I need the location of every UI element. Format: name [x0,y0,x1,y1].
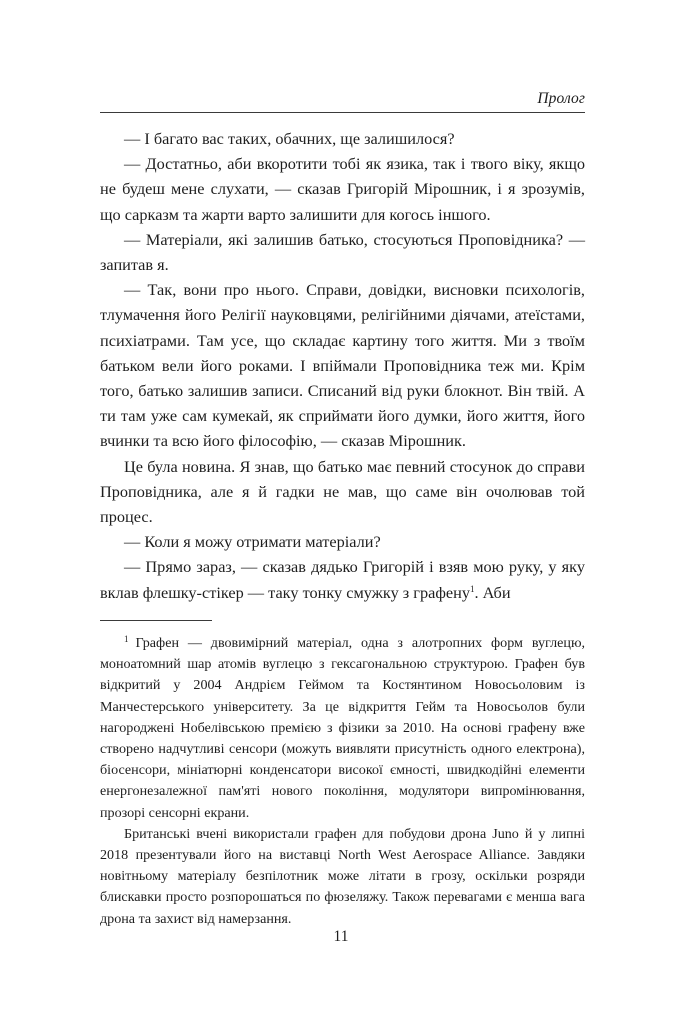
paragraph: — Так, вони про нього. Справи, довідки, висновки психологів, тлумачення його Релігії науковцями, релігійними діячами, атеїстами, психіатрами. Там усе, що складає картину того життя. Ми з твоїм батьком вели його роками. І впіймали Проповідника теж ми. Крім того, батько залишив записи. Списаний від руки блокнот. Він твій. А ти там уже сам кумекай, як сприймати його думки, його життя, його вчинки та всю його філософію, — сказав Мірошник. [100,280,585,451]
paragraph-tail: . Аби [474,582,511,602]
page-header [100,88,585,113]
paragraph: — Коли я можу отримати матеріали? [124,532,381,552]
paragraph: — Матеріали, які залишив батько, стосуються Проповідника? — запитав я. [100,229,585,275]
page-number: 11 [333,928,349,945]
footnote-paragraph: Британські вчені використали графен для побудови дрона Juno й у липні 2018 презентували його на виставці North West Aerospace Alliance. Завдяки новітньому матеріалу безпілотник може літати в грозу, оскільки розряди блискавки просто розпорошаться по фюзеляжу. Також перевагами є менша вага дрона та захист від намерзання. [100,825,585,927]
footnote-text: Графен — двовимірний матеріал, одна з алотропних форм вуглецю, моноатомний шар атомів вуглецю з гексагональною структурою. Графен був відкритий у 2004 Андрієм Геймом та Костянтином Новосьоловим із Манчестерського університету. За це відкриття Гейм та Новосьолов були нагороджені Нобелівською премією з фізики за 2010. На основі графену вже створено надчутливі сенсори (можуть виявляти присутність одного електрона), біосенсори, мініатюрні конденсатори високої ємності, швидкодійні елементи енергонезалежної пам'яті нового покоління, модулятори випромінювання, прозорі сенсорні екрани. [100,635,585,821]
main-text [100,126,585,605]
footnote-reference[interactable]: 1 [469,583,475,594]
footnote-paragraph [100,629,585,824]
paragraph: Це була новина. Я знав, що батько має певний стосунок до справи Проповідника, але я й гадки не мав, що саме він очолював той процес. [100,456,585,527]
paragraph-text: — Прямо зараз, — сказав дядько Григорій і взяв мою руку, у яку вклав флешку-стікер — таку тонку смужку з графену [100,557,585,602]
footnotes [100,629,585,930]
paragraph: — Достатньо, аби вкоротити тобі як язика, так і твого віку, якщо не будеш мене слухати, — сказав Григорій Мірошник, і я зрозумів, що сарказм та жарти варто залишити для когось іншого. [100,154,585,224]
footnote-number: 1 [124,634,129,644]
paragraph: — І багато вас таких, обачних, ще залишилося? [124,129,455,148]
paragraph-last [100,554,585,604]
running-head: Пролог [537,90,585,107]
footnote-divider [100,620,212,621]
